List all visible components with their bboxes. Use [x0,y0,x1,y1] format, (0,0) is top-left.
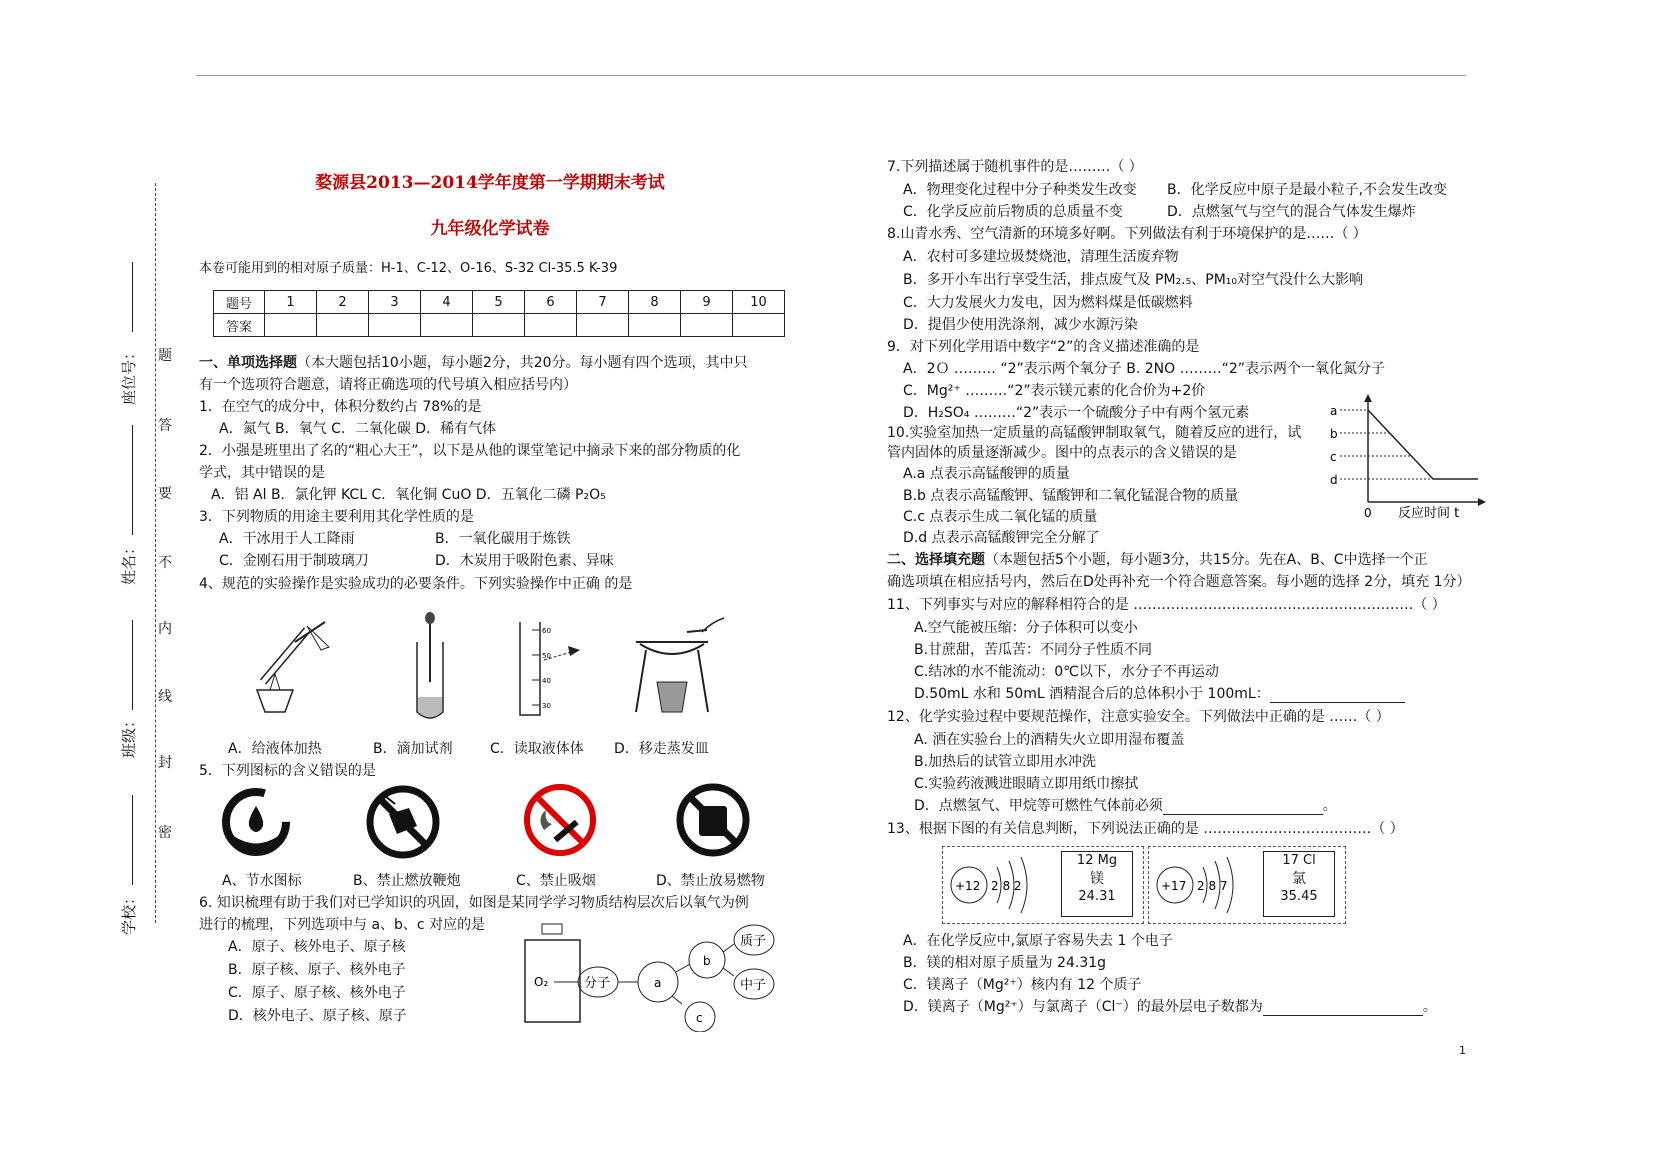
section1-title: 一、单项选择题 [199,355,297,371]
q10-option-b: B.b 点表示高锰酸钾、锰酸钾和二氧化锰混合物的质量 [903,488,1239,504]
q5-option-c: C、禁止吸烟 [516,873,596,889]
answer-cell[interactable] [369,314,421,337]
q8-option-c: C．大力发展火力发电，因为燃料煤是低碳燃料 [903,295,1193,311]
q5: 5．下列图标的含义错误的是 [199,763,376,779]
answer-cell[interactable] [317,314,369,337]
table-cell: 2 [317,291,369,314]
seal-char: 要 [158,486,172,502]
answer-cell[interactable] [733,314,785,337]
q6-option-b: B．原子核、原子、核外电子 [228,962,406,978]
neutron-label: 中子 [740,978,767,993]
q9-option-d: D．H₂SO₄ ………“2”表示一个硫酸分子中有两个氢元素 [903,405,1250,421]
node-c: c [696,1011,703,1025]
q13-answer-blank[interactable] [1263,1001,1423,1016]
dropper-illustration [405,612,455,722]
q6b: 进行的梳理，下列选项中与 a、b、c 对应的是 [199,917,486,933]
q9-options-ab: A．2Ｏ ……… “2”表示两个氧分子 B. 2NO ………“2”表示两个一氧化氮分子 [903,361,1386,377]
seal-char: 不 [158,555,172,571]
section2-title: 二、选择填充题 [887,552,985,568]
q3: 3．下列物质的用途主要利用其化学性质的是 [199,509,474,525]
q4-option-a: A．给液体加热 [228,741,322,757]
q13-option-d-text: D．镁离子（Mg²⁺）与氯离子（Cl⁻）的最外层电子数都为 [903,999,1263,1015]
seal-char: 线 [158,689,172,705]
q8-option-b: B．多开小车出行享受生活，排点废气及 PM₂.₅、PM₁₀对空气没什么大影响 [903,272,1363,288]
bottle-label: O₂ [534,975,549,989]
q4-option-c: C．读取液体体 [490,741,584,757]
binding-line [155,183,157,923]
q4-option-b: B．滴加试剂 [373,741,453,757]
cyl-tick: 50 [542,652,551,660]
cl-shells: 2 8 7 [1197,879,1228,893]
evaporating-dish-illustration [632,612,732,722]
q1-options: A．氮气 B．氧气 C．二氧化碳 D．稀有气体 [219,421,497,437]
q12-option-b: B.加热后的试管立即用水冲洗 [914,754,1097,770]
q7-option-b: B．化学反应中原子是最小粒子,不会发生改变 [1167,182,1448,198]
seal-char: 答 [158,418,172,434]
q8-option-a: A．农村可多建垃圾焚烧池，清理生活废弃物 [903,249,1179,265]
school-label: 学校： [120,889,138,935]
node-b: b [703,954,711,968]
q12-end: 。 [1322,798,1337,814]
heating-liquid-illustration [245,612,345,722]
q4-option-d: D．移走蒸发皿 [614,741,709,757]
answer-cell[interactable] [525,314,577,337]
table-cell: 3 [369,291,421,314]
mg-nucleus: +12 [955,879,981,893]
exam-title: 婺源县2013—2014学年度第一学期期末考试 [315,173,665,193]
table-header: 答案 [214,314,265,337]
table-cell: 8 [629,291,681,314]
q11-option-d-text: D.50mL 水和 50mL 酒精混合后的总体积小于 100mL： [914,686,1270,702]
q5-option-d: D、禁止放易燃物 [656,873,765,889]
q12: 12、化学实验过程中要规范操作，注意实验安全。下列做法中正确的是 ……（ ） [887,709,1390,725]
atomic-masses: 本卷可能用到的相对原子质量：H-1、C-12、O-16、S-32 Cl-35.5 K-39 [199,261,618,276]
water-saving-icon [222,788,290,858]
no-flammables-icon [675,782,751,858]
q13-option-b: B．镁的相对原子质量为 24.31g [903,955,1107,971]
name-label: 姓名： [120,539,138,585]
table-cell: 10 [733,291,785,314]
section2-desc: （本题包括5个小题，每小题3分，共15分。先在A、B、C中选择一个正 [985,552,1428,568]
table-cell: 7 [577,291,629,314]
q3-option-a: A．干冰用于人工降雨 [219,531,355,547]
q10b: 管内固体的质量逐渐减少。图中的点表示的含义错误的是 [887,445,1237,461]
q10-option-d: D.d 点表示高锰酸钾完全分解了 [903,530,1100,546]
measuring-cylinder-illustration [508,620,598,720]
q7: 7.下列描述属于随机事件的是………（ ） [887,159,1143,175]
q10-option-c: C.c 点表示生成二氧化锰的质量 [903,509,1098,525]
seal-char: 封 [158,755,172,771]
molecule-label: 分子 [584,976,611,991]
class-blank [132,620,134,710]
school-blank [132,795,134,885]
q13-option-d [903,998,1437,1016]
table-cell: 5 [473,291,525,314]
q10-option-a: A.a 点表示高锰酸钾的质量 [903,466,1070,482]
proton-label: 质子 [740,934,767,949]
cyl-tick: 30 [542,702,551,710]
q9: 9．对下列化学用语中数字“2”的含义描述准确的是 [887,339,1200,355]
no-firecrackers-icon [365,784,441,860]
seat-label: 座位号： [120,344,138,405]
q11-option-d [914,685,1405,703]
cl-mass: 35.45 [1280,889,1318,904]
q11-answer-blank[interactable] [1270,688,1405,703]
q5-option-a: A、节水图标 [222,873,302,889]
mg-element-card [1061,851,1133,917]
q9-option-c: C．Mg²⁺ ………“2”表示镁元素的化合价为+2价 [903,383,1206,399]
answer-cell[interactable] [421,314,473,337]
mg-header: 12 Mg [1076,853,1118,868]
q6-option-c: C．原子、原子核、核外电子 [228,985,406,1001]
mg-atom-structure [949,857,1049,913]
class-label: 班级： [120,712,138,758]
q10: 10.实验室加热一定质量的高锰酸钾制取氧气，随着反应的进行，试 [887,425,1302,441]
q2b: 学式，其中错误的是 [199,465,325,481]
q13-option-c: C．镁离子（Mg²⁺）核内有 12 个质子 [903,977,1142,993]
cl-nucleus: +17 [1161,879,1187,893]
q6: 6. 知识梳理有助于我们对已学知识的巩固，如图是某同学学习物质结构层次后以氧气为例 [199,895,749,911]
section1-desc: （本大题包括10小题，每小题2分，共20分。每小题有四个选项，其中只 [297,355,748,371]
graph-point-b: b [1330,427,1338,441]
exam-subtitle: 九年级化学试卷 [430,219,550,239]
cyl-tick: 40 [542,677,551,685]
q8: 8.山青水秀、空气清新的环境多好啊。下列做法有利于环境保护的是……（ ） [887,226,1367,242]
q11-option-a: A.空气能被压缩：分子体积可以变小 [914,620,1138,636]
mg-shells: 2 8 2 [991,879,1022,893]
q3-option-b: B．一氧化碳用于炼铁 [435,531,571,547]
cl-element-card [1263,851,1335,917]
mg-name: 镁 [1090,871,1104,887]
q3-option-d: D．木炭用于吸附色素、异味 [435,553,614,569]
graph-point-c: c [1330,450,1337,464]
q12-option-d [914,797,1337,815]
q11-option-c: C.结冰的水不能流动：0℃以下，水分子不再运动 [914,664,1219,680]
q6-option-a: A．原子、核外电子、原子核 [228,939,406,955]
table-header: 题号 [214,291,265,314]
q11-option-b: B.甘蔗甜，苦瓜苦：不同分子性质不同 [914,642,1153,658]
cyl-tick: 60 [542,627,551,635]
seat-blank [132,262,134,332]
q6-option-d: D．核外电子、原子核、原子 [228,1008,407,1024]
q12-option-d-text: D．点燃氢气、甲烷等可燃性气体前必须 [914,798,1163,814]
page-number: 1 [1459,1044,1466,1057]
cl-name: 氯 [1292,871,1306,887]
name-blank [132,425,134,535]
top-rule [196,75,1466,76]
cl-atom-structure [1155,857,1255,913]
table-cell: 6 [525,291,577,314]
table-cell: 9 [681,291,733,314]
q13-option-a: A．在化学反应中,氯原子容易失去 1 个电子 [903,933,1173,949]
graph-xlabel: 反应时间 t [1398,506,1460,520]
graph-point-d: d [1330,473,1338,487]
q11: 11、下列事实与对应的解释相符合的是 ……………………………………………………（ ） [887,597,1446,613]
answer-cell[interactable] [577,314,629,337]
q4: 4、规范的实验操作是实验成功的必要条件。下列实验操作中正确 的是 [199,576,633,592]
q7-option-d: D．点燃氢气与空气的混合气体发生爆炸 [1167,204,1416,220]
answer-cell[interactable] [681,314,733,337]
node-a: a [654,976,662,990]
mg-mass: 24.31 [1078,889,1116,904]
section2-header [887,551,1428,569]
answer-cell[interactable] [473,314,525,337]
seal-char: 密 [158,825,172,841]
cl-header: 17 Cl [1282,853,1316,868]
mass-time-graph [1318,392,1488,520]
q13: 13、根据下图的有关信息判断，下列说法正确的是 ………………………………（ ） [887,821,1404,837]
q8-option-d: D．提倡少使用洗涤剂，减少水源污染 [903,317,1138,333]
answer-table [213,290,785,337]
q3-option-c: C．金刚石用于制玻璃刀 [219,553,369,569]
table-cell: 4 [421,291,473,314]
section1-desc2: 有一个选项符合题意，请将正确选项的代号填入相应括号内） [199,377,577,393]
graph-point-a: a [1330,404,1338,418]
q12-option-c: C.实验药液溅进眼睛立即用纸巾擦拭 [914,776,1139,792]
q7-option-a: A．物理变化过程中分子种类发生改变 [903,182,1137,198]
section1-header [199,354,748,372]
seal-char: 题 [158,348,172,364]
answer-cell[interactable] [629,314,681,337]
seal-char: 内 [158,621,172,637]
answer-cell[interactable] [265,314,317,337]
q7-option-c: C．化学反应前后物质的总质量不变 [903,204,1123,220]
cl-atom-box [1148,846,1346,924]
q2-options: A．铝 Al B．氯化钾 KCL C．氧化铜 CuO D．五氧化二磷 P₂O₅ [211,487,606,503]
q12-option-a: A. 洒在实验台上的酒精失火立即用湿布覆盖 [914,732,1185,748]
graph-origin: 0 [1364,506,1372,520]
q1: 1．在空气的成分中，体积分数约占 78%的是 [199,399,482,415]
no-smoking-icon [522,782,598,858]
q2: 2．小强是班里出了名的“粗心大王”，以下是从他的课堂笔记中摘录下来的部分物质的化 [199,443,741,459]
mg-atom-box [942,846,1144,924]
section2-desc2: 确选项填在相应括号内，然后在D处再补充一个符合题意答案。每小题的选择 2分，填充 1分） [887,574,1471,590]
q5-option-b: B、禁止燃放鞭炮 [353,873,461,889]
table-cell: 1 [265,291,317,314]
q13-end: 。 [1422,999,1437,1015]
q12-answer-blank[interactable] [1163,800,1323,815]
structure-diagram [520,922,785,1032]
